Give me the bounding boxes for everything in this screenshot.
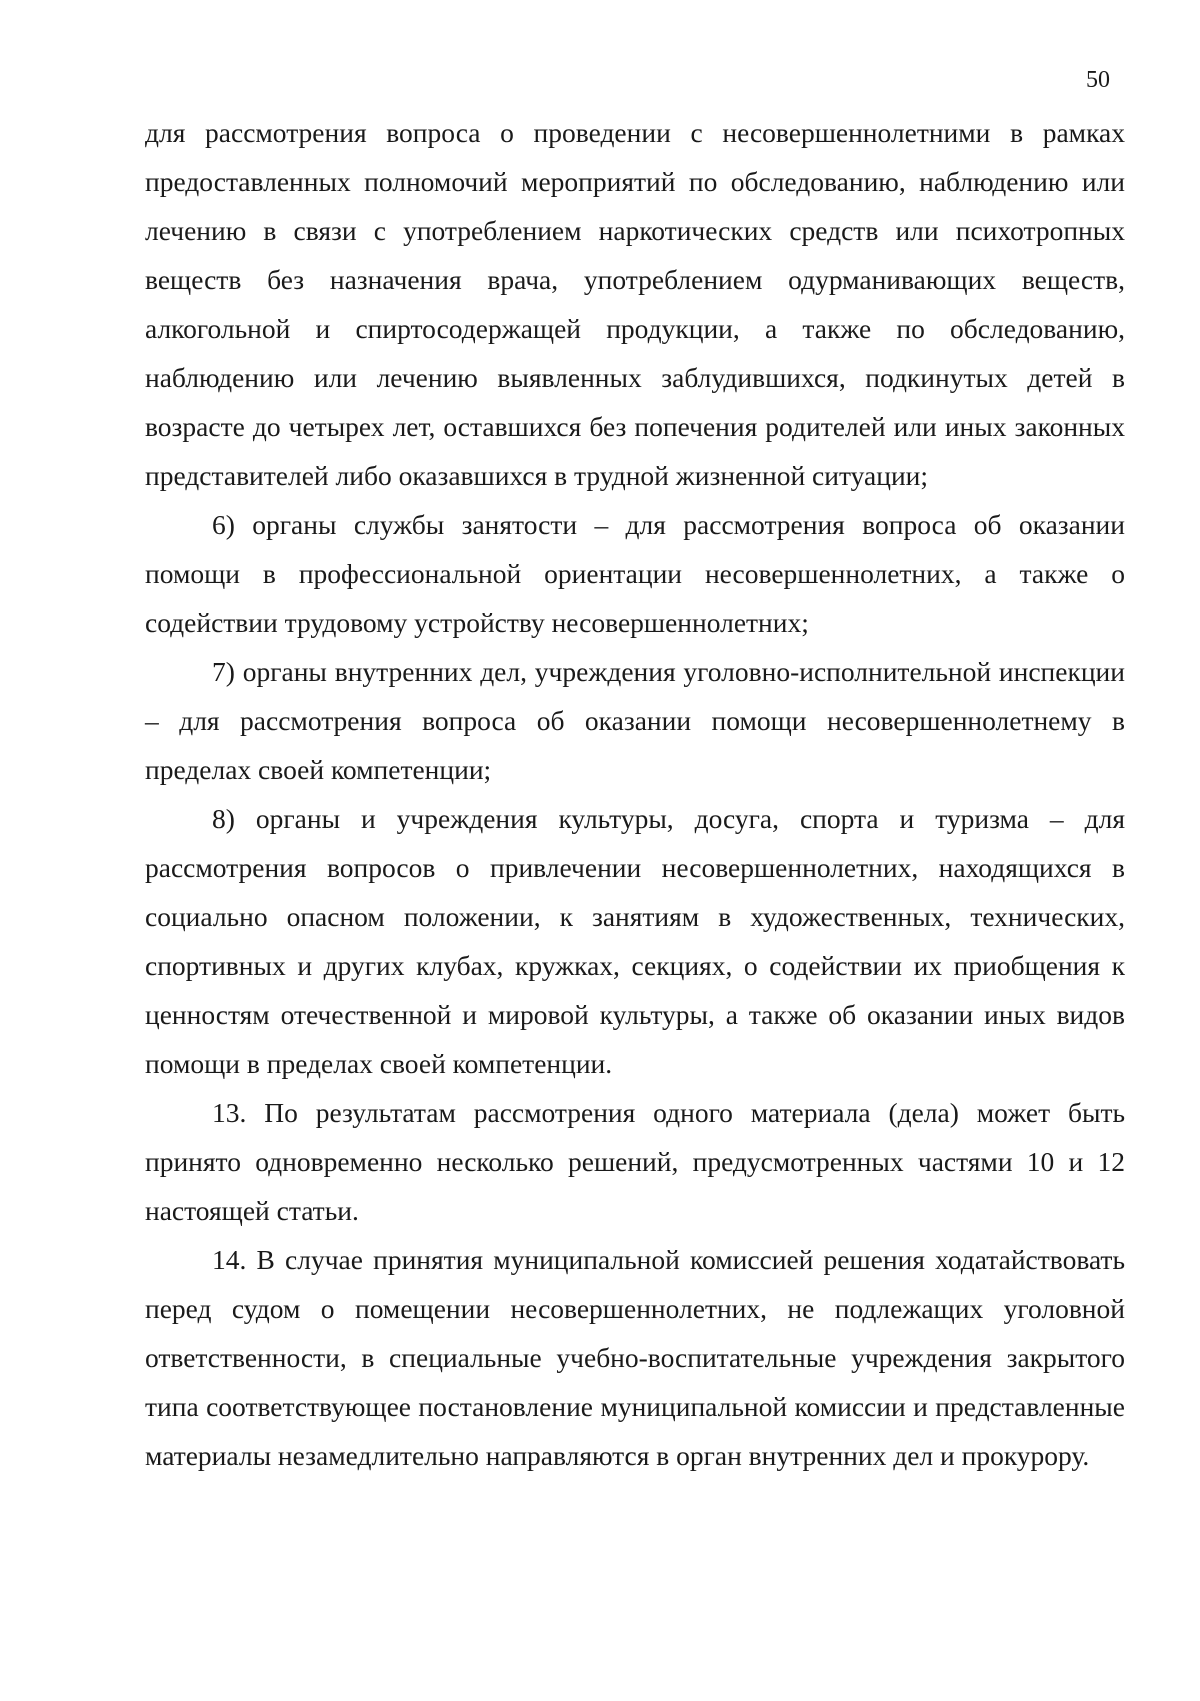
paragraph-item-8: 8) органы и учреждения культуры, досуга, спорта и туризма – для рассмотрения вопросов о привлечении несовершеннолетних, находящихся в социально опасном положении, к занятиям в художественных, технических, спортивных и других клубах, кружках, секциях, о содействии их приобщения к ценностям отечественной и мировой культуры, а также об оказании иных видов помощи в пределах своей компетенции. xyxy=(145,803,1125,1079)
paragraph-item-6: 6) органы службы занятости – для рассмотрения вопроса об оказании помощи в профессиональной ориентации несовершеннолетних, а также о содействии трудовому устройству несовершеннолетних; xyxy=(145,509,1125,638)
paragraph-continuation: для рассмотрения вопроса о проведении с несовершеннолетними в рамках предоставленных полномочий мероприятий по обследованию, наблюдению или лечению в связи с употреблением наркотических средств или психотропных веществ без назначения врача, употреблением одурманивающих веществ, алкогольной и спиртосодержащей продукции, а также по обследованию, наблюдению или лечению выявленных заблудившихся, подкинутых детей в возрасте до четырех лет, оставшихся без попечения родителей или иных законных представителей либо оказавшихся в трудной жизненной ситуации; xyxy=(145,117,1125,491)
document-body xyxy=(145,108,1125,1480)
page-number: 50 xyxy=(1086,67,1110,93)
paragraph-item-7: 7) органы внутренних дел, учреждения уголовно-исполнительной инспекции – для рассмотрения вопроса об оказании помощи несовершеннолетнему в пределах своей компетенции; xyxy=(145,656,1125,785)
paragraph-section-13: 13. По результатам рассмотрения одного материала (дела) может быть принято одновременно несколько решений, предусмотренных частями 10 и 12 настоящей статьи. xyxy=(145,1097,1125,1226)
paragraph-section-14: 14. В случае принятия муниципальной комиссией решения ходатайствовать перед судом о помещении несовершеннолетних, не подлежащих уголовной ответственности, в специальные учебно-воспитательные учреждения закрытого типа соответствующее постановление муниципальной комиссии и представленные материалы незамедлительно направляются в орган внутренних дел и прокурору. xyxy=(145,1244,1125,1471)
